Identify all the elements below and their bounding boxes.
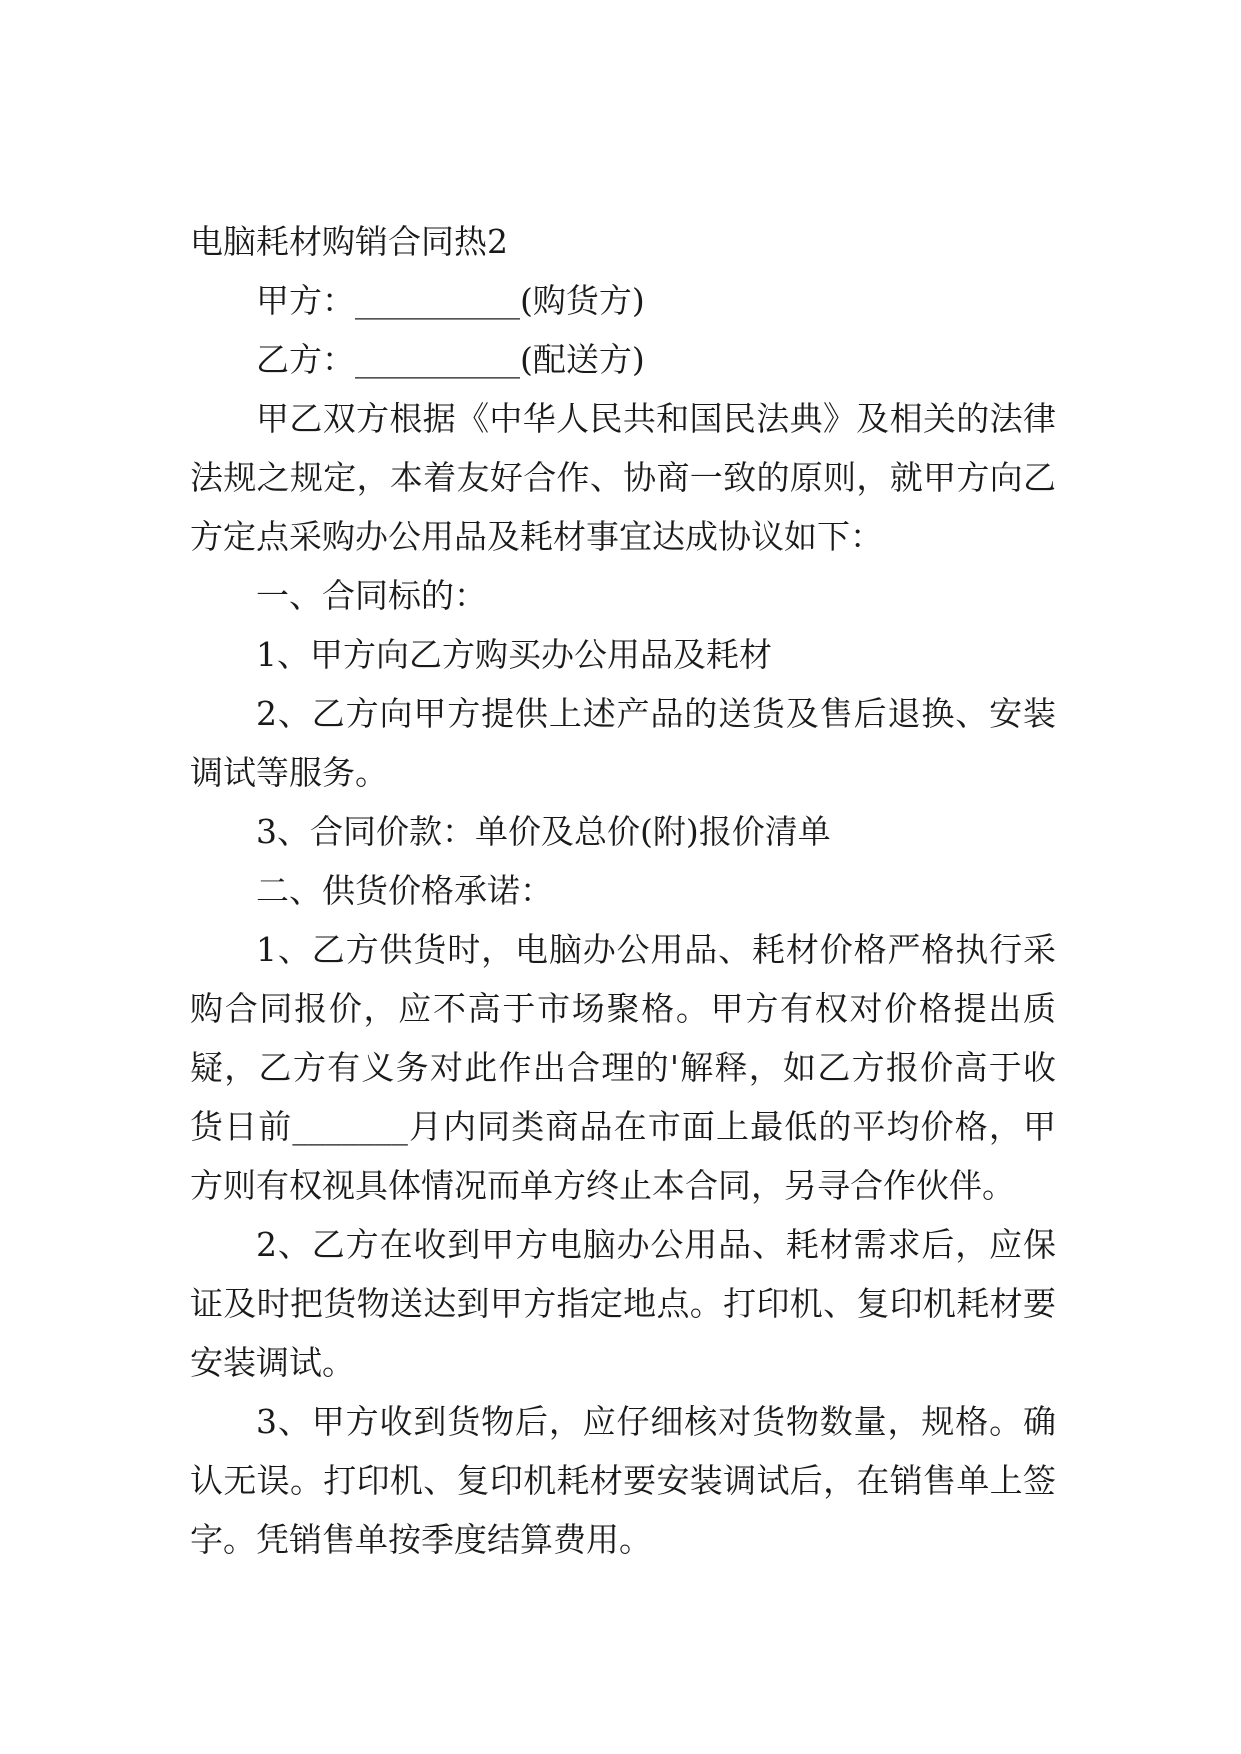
section1-item1: 1、甲方向乙方购买办公用品及耗材	[256, 635, 772, 674]
preamble-paragraph: 甲乙双方根据《中华人民共和国民法典》及相关的法律法规之规定，本着友好合作、协商一致的原则，就甲方向乙方定点采购办公用品及耗材事宜达成协议如下：	[190, 399, 1056, 556]
section1-item3: 3、合同价款：单价及总价(附)报价清单	[256, 812, 831, 851]
section2-item2: 2、乙方在收到甲方电脑办公用品、耗材需求后，应保证及时把货物送达到甲方指定地点。打印机、复印机耗材要安装调试。	[190, 1225, 1056, 1382]
section1-heading: 一、合同标的：	[256, 576, 487, 615]
document-page	[190, 212, 1056, 1569]
document-title: 电脑耗材购销合同热2	[190, 222, 508, 261]
party-b-line: 乙方：__________(配送方)	[256, 340, 645, 379]
party-a-line: 甲方：__________(购货方)	[256, 281, 645, 320]
section1-item2: 2、乙方向甲方提供上述产品的送货及售后退换、安装调试等服务。	[190, 694, 1056, 792]
section2-item3: 3、甲方收到货物后，应仔细核对货物数量，规格。确认无误。打印机、复印机耗材要安装调试后，在销售单上签字。凭销售单按季度结算费用。	[190, 1402, 1056, 1559]
section2-heading: 二、供货价格承诺：	[256, 871, 553, 910]
section2-item1: 1、乙方供货时，电脑办公用品、耗材价格严格执行采购合同报价，应不高于市场聚格。甲方有权对价格提出质疑，乙方有义务对此作出合理的'解释，如乙方报价高于收货日前_______月内同类商品在市面上最低的平均价格，甲方则有权视具体情况而单方终止本合同，另寻合作伙伴。	[190, 930, 1056, 1205]
